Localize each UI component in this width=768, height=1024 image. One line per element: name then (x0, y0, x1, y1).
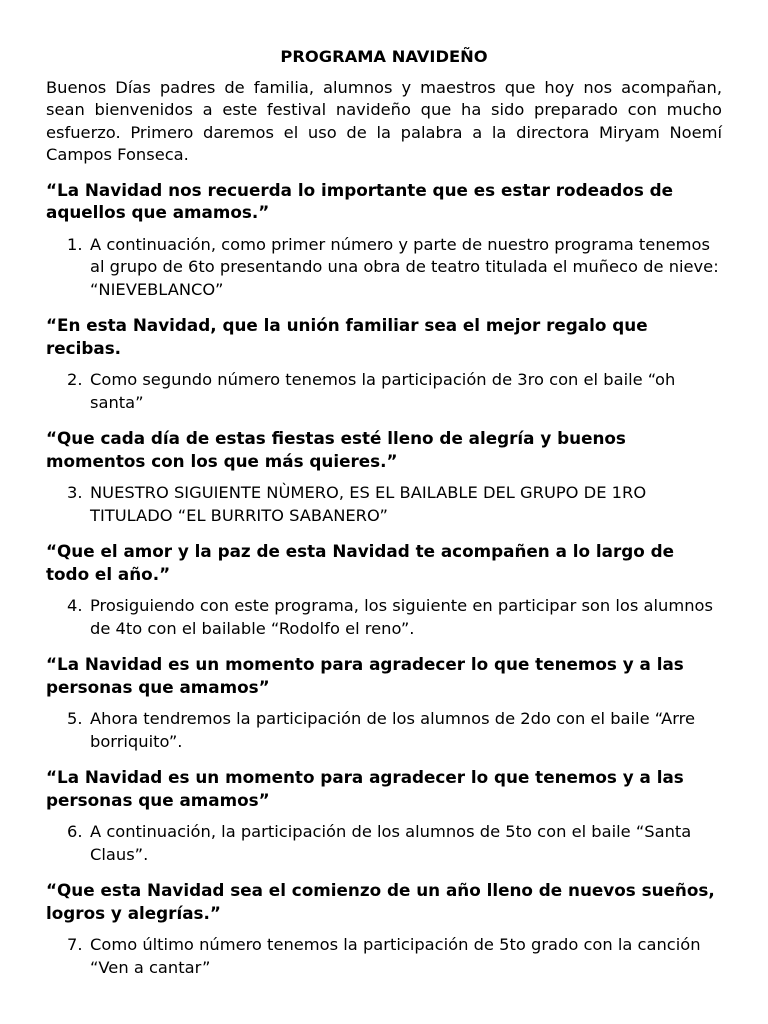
item-text: Como último número tenemos la participación de 5to grado con la canción “Ven a cantar” (90, 935, 701, 977)
program-section-6 (46, 766, 722, 866)
program-section-3 (46, 427, 722, 527)
program-section-1 (46, 179, 722, 302)
document-content (46, 46, 722, 992)
section-quote: “En esta Navidad, que la unión familiar sea el mejor regalo que recibas. (46, 315, 648, 358)
item-number: 6. (67, 822, 83, 841)
document-title: PROGRAMA NAVIDEÑO (280, 47, 488, 66)
intro-paragraph: Buenos Días padres de familia, alumnos y maestros que hoy nos acompañan, sean bienvenidos a este festival navideño que ha sido preparado con mucho esfuerzo. Primero daremos el uso de la palabra a la directora Miryam Noemí Campos Fonseca. (46, 77, 722, 164)
section-quote: “La Navidad nos recuerda lo importante que es estar rodeados de aquellos que amamos.” (46, 179, 674, 222)
item-number: 2. (67, 370, 83, 389)
section-quote: “Que cada día de estas fiestas esté lleno de alegría y buenos momentos con los que más quieres.” (46, 428, 626, 471)
item-text: A continuación, como primer número y parte de nuestro programa tenemos al grupo de 6to presentando una obra de teatro titulada el muñeco de nieve: “NIEVEBLANCO” (90, 234, 719, 299)
item-text: Prosiguiendo con este programa, los siguiente en participar son los alumnos de 4to con el bailable “Rodolfo el reno”. (90, 596, 713, 638)
program-item (67, 934, 722, 979)
program-item (67, 369, 722, 414)
item-number: 7. (67, 935, 83, 954)
program-section-7 (46, 879, 722, 979)
item-text: Como segundo número tenemos la participación de 3ro con el baile “oh santa” (90, 370, 676, 412)
program-section-4 (46, 540, 722, 640)
item-text: A continuación, la participación de los alumnos de 5to con el baile “Santa Claus”. (90, 822, 692, 864)
section-quote: “Que el amor y la paz de esta Navidad te acompañen a lo largo de todo el año.” (46, 541, 674, 584)
program-item (67, 821, 722, 866)
program-item (67, 482, 722, 527)
program-item (67, 234, 722, 302)
section-quote: “La Navidad es un momento para agradecer lo que tenemos y a las personas que amamos” (46, 654, 684, 697)
item-text: NUESTRO SIGUIENTE NÙMERO, ES EL BAILABLE DEL GRUPO DE 1RO TITULADO “EL BURRITO SABANERO” (90, 483, 647, 525)
section-quote: “Que esta Navidad sea el comienzo de un año lleno de nuevos sueños, logros y alegrías.” (46, 880, 715, 923)
item-number: 5. (67, 709, 83, 728)
program-item (67, 708, 722, 753)
section-quote: “La Navidad es un momento para agradecer lo que tenemos y a las personas que amamos” (46, 767, 684, 810)
item-number: 3. (67, 483, 83, 502)
item-number: 1. (67, 234, 83, 254)
item-text: Ahora tendremos la participación de los alumnos de 2do con el baile “Arre borriquito”. (90, 709, 696, 751)
program-item (67, 595, 722, 640)
program-section-5 (46, 653, 722, 753)
program-section-2 (46, 314, 722, 414)
item-number: 4. (67, 596, 83, 615)
